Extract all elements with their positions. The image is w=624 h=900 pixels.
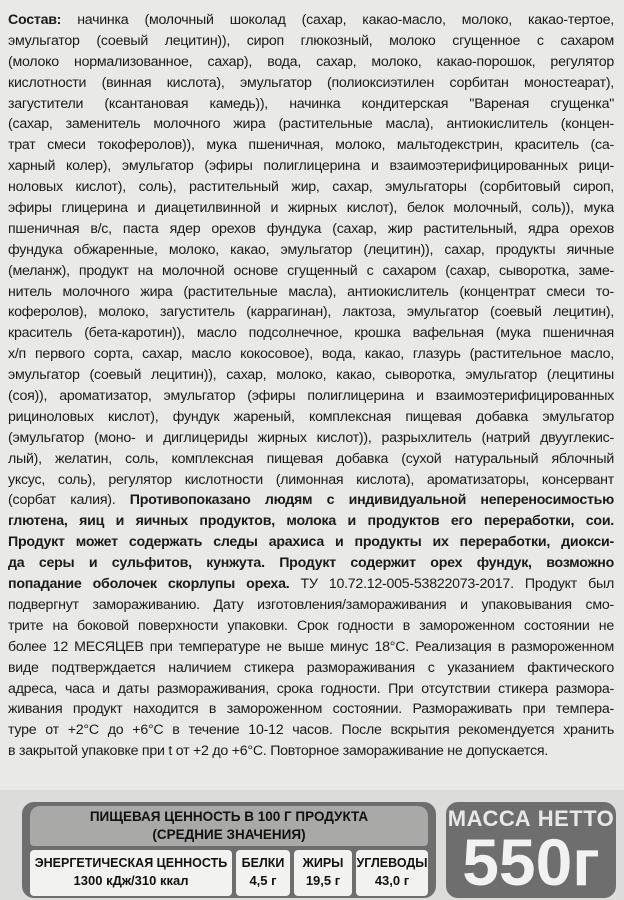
composition-text-run: (эмульгатор (моно- и диглицериды жирных кислот)), разрыхлитель (натрий двууглекис- xyxy=(8,429,614,446)
composition-text-run: уксус, соль), регулятор кислотности (лимонная кислота), ароматизаторы, консервант xyxy=(8,471,614,488)
net-mass-value: 550г xyxy=(462,825,600,899)
carb-label: УГЛЕВОДЫ xyxy=(356,856,428,870)
carb-value: 43,0 г xyxy=(374,873,410,888)
composition-line xyxy=(8,428,614,449)
composition-line xyxy=(8,553,614,574)
composition-text-run: адреса, часа и даты размораживания, срока годности. При отсутствии стикера размора- xyxy=(8,680,614,697)
composition-text-run: эмульгатор (соевый лецитин)), сахар, молоко, какао, сыворотка, эмульгатор (лецитины xyxy=(8,367,614,384)
composition-line xyxy=(8,741,614,762)
composition-line xyxy=(8,282,614,303)
nutrition-title xyxy=(30,806,428,846)
composition-line xyxy=(8,135,614,156)
composition-line xyxy=(8,323,614,344)
composition-line xyxy=(8,219,614,240)
composition-text-run: харный колер), эмульгатор (эфиры полиглицерина и взаимоэтерифицированных рици- xyxy=(8,158,614,175)
composition-text-run: х/п первого сорта, сахар, масло кокосовое), вода, какао, глазурь (растительное масло, xyxy=(8,346,614,363)
composition-line xyxy=(8,94,614,115)
composition-line xyxy=(8,386,614,407)
nutrition-title-line2: (СРЕДНИЕ ЗНАЧЕНИЯ) xyxy=(152,827,306,842)
composition-text-run: фундука обжаренные, молоко, какао, эмульгатор (лецитин)), сахар, продукты яичные xyxy=(8,241,614,258)
composition-text-run: рициноловых кислот), фундук жареный, комплексная пищевая добавка эмульгатор xyxy=(8,408,614,425)
composition-line xyxy=(8,73,614,94)
composition-line xyxy=(8,658,614,679)
composition-text-run: подвергнут замораживанию. Дату изготовления/замораживания и упаковывания смо- xyxy=(8,596,614,613)
composition-text-run: кислотности (винная кислота), эмульгатор (полиоксиэтилен сорбитан моностеарат), xyxy=(8,74,614,91)
composition-text-run: лый), желатин, соль, комплексная пищевая добавка (сухой натуральный яблочный xyxy=(8,450,614,467)
composition-text-run: (соя)), ароматизатор, эмульгатор (эфиры полиглицерина и взаимоэтерифицированных xyxy=(8,388,614,405)
composition-text-run: загустители (ксантановая камедь)), начинка кондитерская "Вареная сгущенка" xyxy=(8,95,614,112)
composition-text-run: ноловых кислот), соль), растительный жир, сахар, эмульгаторы (сорбитовый сироп, xyxy=(8,179,614,196)
energy-cell xyxy=(30,850,232,896)
composition-line xyxy=(8,532,614,553)
composition-text-run: (молоко нормализованное, сахар), вода, сахар, молоко, какао-порошок, регулятор xyxy=(8,53,614,70)
protein-cell xyxy=(236,850,290,896)
composition-text-run: нитель молочного жира (растительные масла), антиокислитель (концентрат смеси то- xyxy=(8,283,614,300)
composition-line xyxy=(8,302,614,323)
composition-text-run: эмульгатор (соевый лецитин)), сироп глюкозный, молоко сгущенное с сахаром xyxy=(8,32,614,49)
composition-bold-text: Противопоказано людям с индивидуальной непереносимостью xyxy=(129,492,614,509)
composition-line xyxy=(8,720,614,741)
fat-label: ЖИРЫ xyxy=(302,856,344,870)
composition-line xyxy=(8,365,614,386)
composition-line xyxy=(8,198,614,219)
composition-line xyxy=(8,156,614,177)
composition-line xyxy=(8,470,614,491)
composition-text-run: (сорбат калия). xyxy=(8,492,130,509)
composition-line xyxy=(8,490,614,511)
composition-line xyxy=(8,52,614,73)
composition-text-run: коферолов), молоко, загуститель (каррагинан), лактоза, эмульгатор (соевый лецитин), xyxy=(8,304,614,321)
composition-line xyxy=(8,407,614,428)
composition-text-run: трите на боковой поверхности упаковки. Срок годности в замороженном состоянии не xyxy=(8,617,614,634)
composition-text-run: начинка (молочный шоколад (сахар, какао-масло, молоко, какао-тертое, xyxy=(77,12,614,28)
composition-line xyxy=(8,261,614,282)
composition-line xyxy=(8,679,614,700)
composition-text-run: туре от +2°С до +6°С в течение 10-12 часов. После вскрытия рекомендуется хранить xyxy=(8,722,614,739)
net-mass-label: МАССА НЕТТО xyxy=(447,806,615,831)
composition-text-run: (меланж), продукт на молочной основе сгущенный с сахаром (сахар, сыворотка, заме- xyxy=(8,262,614,279)
protein-label: БЕЛКИ xyxy=(241,856,285,870)
composition-line xyxy=(8,240,614,261)
composition-line xyxy=(8,114,614,135)
composition-text-run: в закрытой упаковке при t от +2 до +6°С. Повторное замораживание не допускается. xyxy=(8,743,548,760)
composition-line xyxy=(8,595,614,616)
composition-line xyxy=(8,344,614,365)
composition-text-run: более 12 МЕСЯЦЕВ при температуре не выше минус 18°С. Реализация в размороженном xyxy=(8,638,614,655)
composition-text-run: эфиры глицерина и диацетилвинной и жирных кислот), белок молочный, соль)), мука xyxy=(8,200,614,217)
composition-text-run: краситель (бета-каротин)), масло подсолнечное, крошка вафельная (мука пшеничная xyxy=(8,325,614,342)
fat-cell xyxy=(294,850,352,896)
composition-line xyxy=(8,574,614,595)
nutrition-title-line1: ПИЩЕВАЯ ЦЕННОСТЬ В 100 Г ПРОДУКТА xyxy=(89,809,369,824)
composition-line xyxy=(8,10,614,31)
composition-text-run: виде подтверждается наличием стикера размораживания с указанием фактического xyxy=(8,659,614,676)
composition-text-run: живания продукт находится в замороженном состоянии. Размораживать при темпера- xyxy=(8,701,614,718)
composition-line xyxy=(8,699,614,720)
composition-text-run: пшеничная в/с, паста ядер орехов фундука (сахар, жир растительный, ядра орехов xyxy=(8,220,614,237)
composition-bold-text: Продукт может содержать следы арахиса и продукты их переработки, диокси- xyxy=(8,534,614,551)
energy-label: ЭНЕРГЕТИЧЕСКАЯ ЦЕННОСТЬ xyxy=(34,856,228,870)
composition-line xyxy=(8,616,614,637)
composition-text-run: ТУ 10.72.12-005-53822073-2017. Продукт был xyxy=(300,576,614,593)
fat-value: 19,5 г xyxy=(305,873,341,888)
protein-value: 4,5 г xyxy=(249,873,277,888)
composition-line xyxy=(8,449,614,470)
energy-value: 1300 кДж/310 ккал xyxy=(73,873,189,888)
composition-line xyxy=(8,637,614,658)
composition-bold-text: Состав: xyxy=(8,12,78,28)
composition-bold-text: глютена, яиц и яичных продуктов, молока и продуктов его переработки, сои. xyxy=(8,513,614,530)
composition-line xyxy=(8,511,614,532)
composition-line xyxy=(8,31,614,52)
composition-text xyxy=(8,10,614,762)
carb-cell xyxy=(356,850,428,896)
composition-line xyxy=(8,177,614,198)
composition-bold-text: попадание оболочек скорлупы ореха. xyxy=(8,576,301,593)
composition-bold-text: да серы и сульфитов, кунжута. Продукт содержит орех фундук, возможно xyxy=(8,555,614,572)
composition-text-run: трат смеси токоферолов)), мука пшеничная, молоко, мальтодекстрин, краситель (са- xyxy=(8,137,614,154)
composition-text-run: (сахар, заменитель молочного жира (растительные масла), антиокислитель (концен- xyxy=(8,116,614,133)
